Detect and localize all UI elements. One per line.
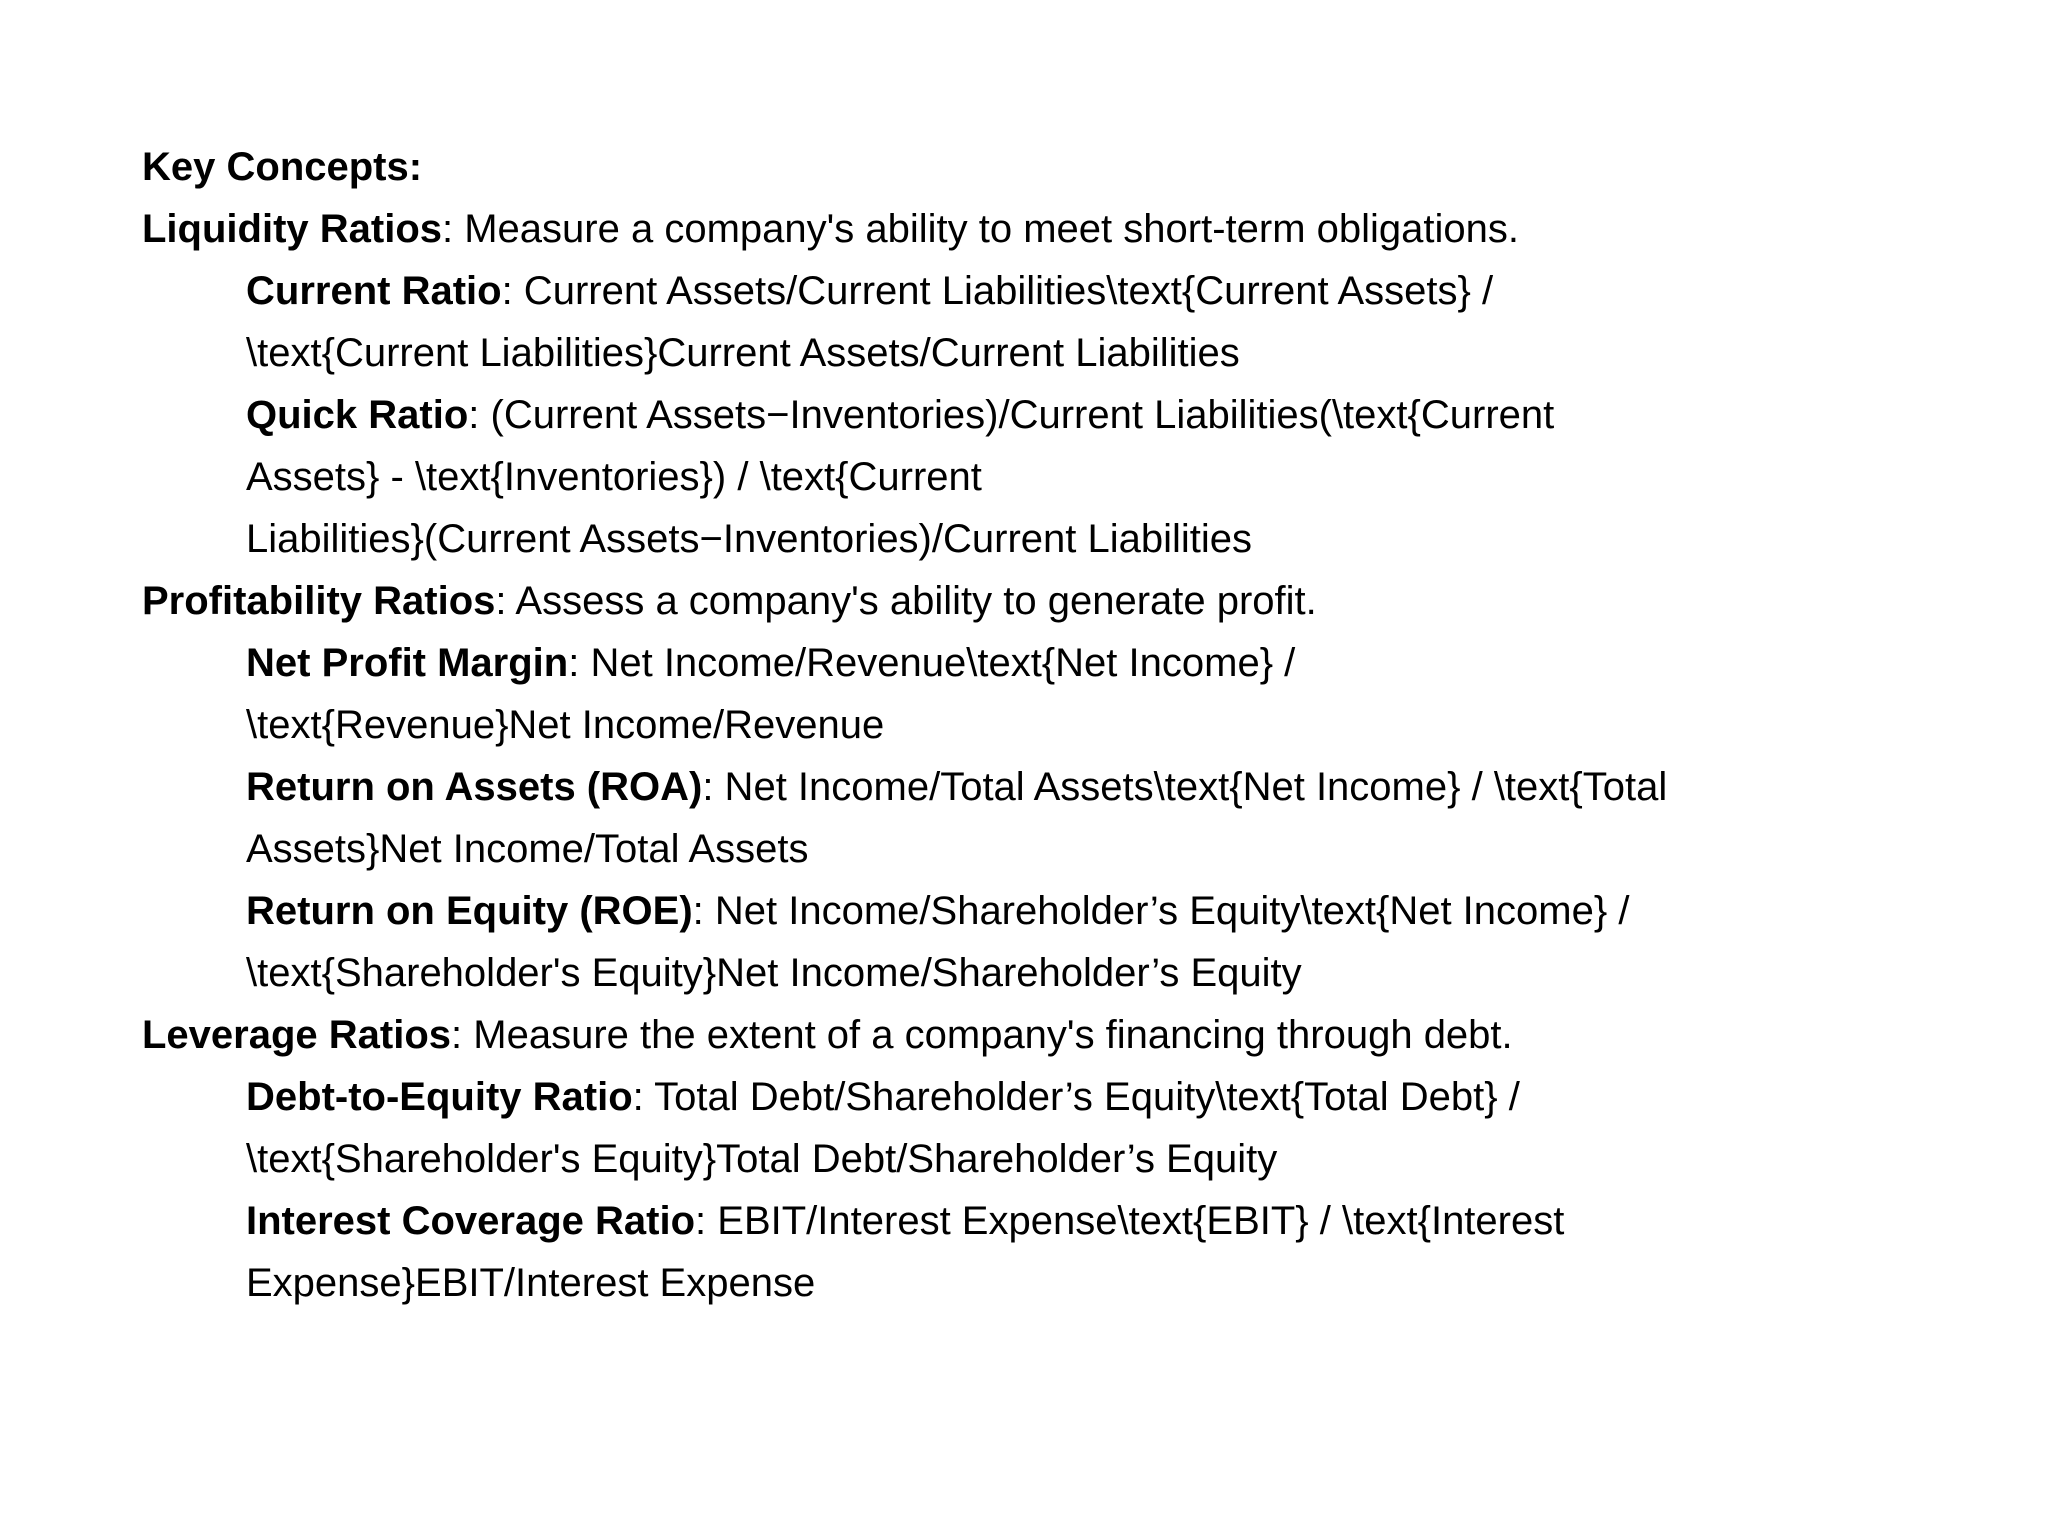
item-quick-ratio [142,384,1992,570]
item-term: Debt-to-Equity Ratio [246,1075,633,1119]
item-current-ratio [142,260,1992,384]
item-text: : Total Debt/Shareholder’s Equity\text{Total Debt} / [632,1075,1520,1119]
section-profitability-ratios [142,570,1992,1004]
item-line [142,260,1992,322]
item-line: Assets} - \text{Inventories}) / \text{Current [246,455,982,499]
item-text: : Net Income/Shareholder’s Equity\text{Net Income} / [692,889,1630,933]
item-line: Liabilities}(Current Assets−Inventories)/Current Liabilities [246,517,1253,561]
item-net-profit-margin [142,632,1992,756]
item-line: \text{Shareholder's Equity}Net Income/Shareholder’s Equity [246,951,1302,995]
item-line [142,756,1992,818]
item-interest-coverage-ratio [142,1190,1992,1314]
section-title-line [142,198,1992,260]
item-text: : Net Income/Total Assets\text{Net Income} / \text{Total [702,765,1668,809]
section-description: : Measure the extent of a company's financing through debt. [451,1013,1513,1057]
item-term: Return on Assets (ROA) [246,765,703,809]
item-text: : (Current Assets−Inventories)/Current Liabilities(\text{Current [468,393,1555,437]
section-liquidity-ratios [142,198,1992,570]
section-term: Liquidity Ratios [142,207,442,251]
item-line: Assets}Net Income/Total Assets [246,827,809,871]
section-description: : Measure a company's ability to meet short-term obligations. [442,207,1519,251]
item-line [142,384,1992,446]
item-line [142,632,1992,694]
section-leverage-ratios [142,1004,1992,1314]
section-description: : Assess a company's ability to generate profit. [495,579,1317,623]
item-line: Expense}EBIT/Interest Expense [246,1261,816,1305]
section-title-line [142,1004,1992,1066]
item-term: Quick Ratio [246,393,469,437]
item-return-on-equity [142,880,1992,1004]
item-term: Current Ratio [246,269,502,313]
item-return-on-assets [142,756,1992,880]
item-debt-to-equity-ratio [142,1066,1992,1190]
item-text: : Net Income/Revenue\text{Net Income} / [568,641,1296,685]
item-line: \text{Shareholder's Equity}Total Debt/Shareholder’s Equity [246,1137,1278,1181]
item-term: Interest Coverage Ratio [246,1199,696,1243]
item-line [142,880,1992,942]
section-term: Leverage Ratios [142,1013,452,1057]
item-text: : Current Assets/Current Liabilities\text{Current Assets} / [501,269,1494,313]
item-text: : EBIT/Interest Expense\text{EBIT} / \text{Interest [695,1199,1565,1243]
section-title-line [142,570,1992,632]
item-line [142,1190,1992,1252]
item-line: \text{Revenue}Net Income/Revenue [246,703,885,747]
item-term: Net Profit Margin [246,641,569,685]
item-line [142,1066,1992,1128]
slide-content [142,136,1992,1314]
key-concepts-heading: Key Concepts: [142,145,423,189]
item-line: \text{Current Liabilities}Current Assets/Current Liabilities [246,331,1240,375]
item-term: Return on Equity (ROE) [246,889,693,933]
section-term: Profitability Ratios [142,579,496,623]
